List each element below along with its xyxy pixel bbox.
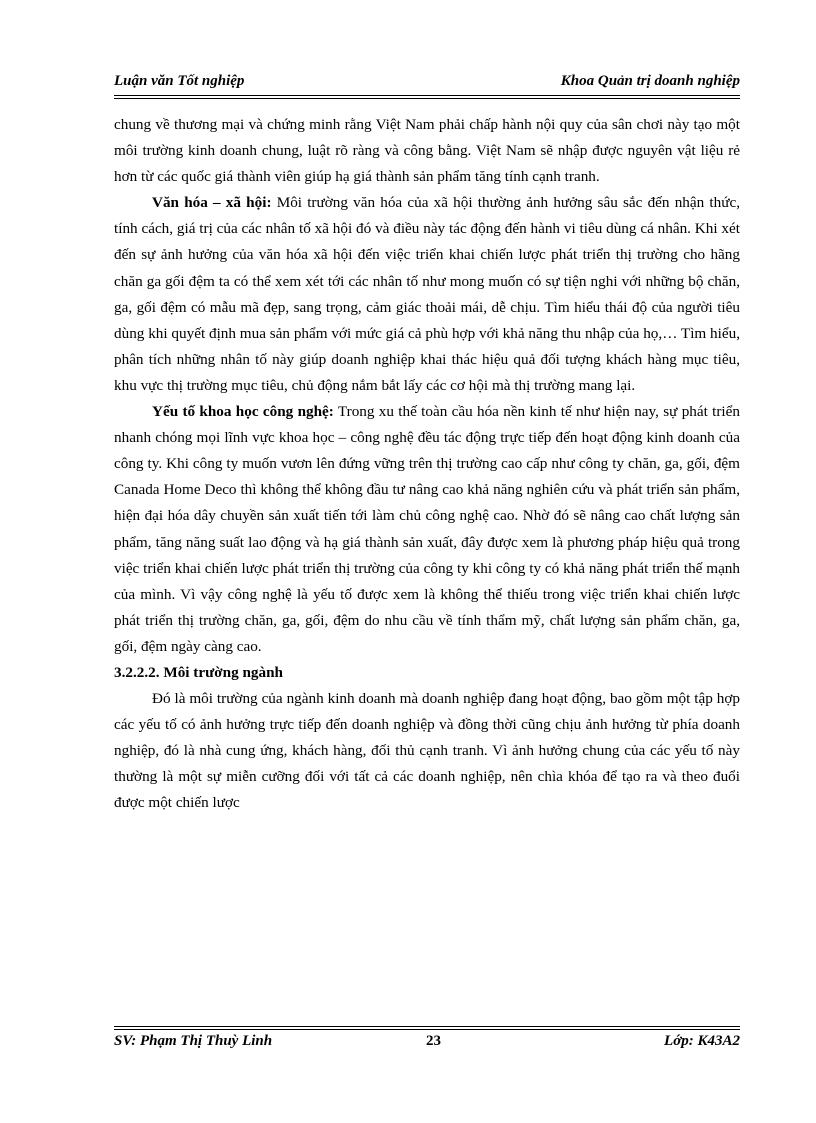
paragraph-industry: Đó là môi trường của ngành kinh doanh mà doanh nghiệp đang hoạt động, bao gồm một tập hợp các yếu tố có ảnh hưởng trực tiếp đến doanh nghiệp và đồng thời cũng chịu ảnh hưởng từ phía doanh nghiệp, đó là nhà cung ứng, khách hàng, đối thủ cạnh tranh. Vì ảnh hưởng chung của các yếu tố này thường là một sự miễn cưỡng đối với tất cả các doanh nghiệp, nên chìa khóa để tạo ra và theo đuổi được một chiến lược <box>114 690 740 812</box>
paragraph-label-culture: Văn hóa – xã hội: <box>152 194 272 212</box>
page-body <box>114 112 740 817</box>
paragraph-text-culture: Môi trường văn hóa của xã hội thường ảnh hưởng sâu sắc đến nhận thức, tính cách, giá trị của các nhân tố xã hội đó và điều này tác động đến hành vi tiêu dùng cá nhân. Khi xét đến sự ảnh hưởng của văn hóa xã hội đến việc triển khai chiến lược phát triển thị trường cho hãng chăn ga gối đệm ta có thể xem xét tới các nhân tố như mong muốn có sự tiện nghi với những bộ chăn, ga, gối đệm có mẫu mã đẹp, sang trọng, cảm giác thoải mái, dễ chịu. Tìm hiểu thái độ của người tiêu dùng khi quyết định mua sản phẩm với mức giá cả phù hợp với khả năng thu nhập của họ,… Tìm hiểu, phân tích những nhân tố này giúp doanh nghiệp khai thác hiệu quả đối tượng khách hàng mục tiêu, khu vực thị trường mục tiêu, chủ động nắm bắt lấy các cơ hội mà thị trường mang lại. <box>114 194 740 394</box>
paragraph-technology <box>114 399 740 660</box>
page-header <box>114 71 740 95</box>
paragraph-continuation: chung về thương mại và chứng minh rằng Việt Nam phải chấp hành nội quy của sân chơi này tạo một môi trường kinh doanh chung, luật rõ ràng và công bằng. Việt Nam sẽ nhập được nguyên vật liệu rẻ hơn từ các quốc giá thành viên giúp hạ giá thành sản phẩm tăng tính cạnh tranh. <box>114 116 740 186</box>
footer-rule-thin <box>114 1026 740 1027</box>
header-faculty: Khoa Quản trị doanh nghiệp <box>560 73 740 89</box>
header-rule-thin <box>114 98 740 99</box>
footer-class: Lớp: K43A2 <box>664 1033 740 1049</box>
footer-rule <box>114 1029 740 1030</box>
header-rule <box>114 95 740 96</box>
paragraph-culture-society <box>114 190 740 399</box>
page-number: 23 <box>426 1033 441 1049</box>
paragraph-label-technology: Yếu tố khoa học công nghệ: <box>152 403 334 421</box>
page-footer <box>114 1033 740 1057</box>
header-thesis-title: Luận văn Tốt nghiệp <box>114 73 245 89</box>
paragraph-text-technology: Trong xu thế toàn cầu hóa nền kinh tế như hiện nay, sự phát triển nhanh chóng mọi lĩnh vực khoa học – công nghệ đều tác động trực tiếp đến hoạt động kinh doanh của công ty. Khi công ty muốn vươn lên đứng vững trên thị trường cao cấp như công ty chăn, ga, gối, đệm Canada Home Deco thì không thể không đầu tư nâng cao khả năng nghiên cứu và phát triển sản phẩm, hiện đại hóa dây chuyền sản xuất tiến tới làm chủ công nghệ cao. Nhờ đó sẽ nâng cao chất lượng sản phẩm, tăng năng suất lao động và hạ giá thành sản xuất, đây được xem là phương pháp hiệu quả trong việc triển khai chiến lược phát triển thị trường của công ty khi công ty có khả năng phát triển thế mạnh của mình. Vì vậy công nghệ là yếu tố được xem là không thể thiếu trong việc triển khai chiến lược phát triển thị trường chăn, ga, gối, đệm do nhu cầu về tính thẩm mỹ, chất lượng sản phẩm chăn, ga, gối, đệm ngày càng cao. <box>114 403 740 655</box>
section-heading: 3.2.2.2. Môi trường ngành <box>114 663 283 681</box>
footer-student-name: SV: Phạm Thị Thuỳ Linh <box>114 1033 273 1049</box>
